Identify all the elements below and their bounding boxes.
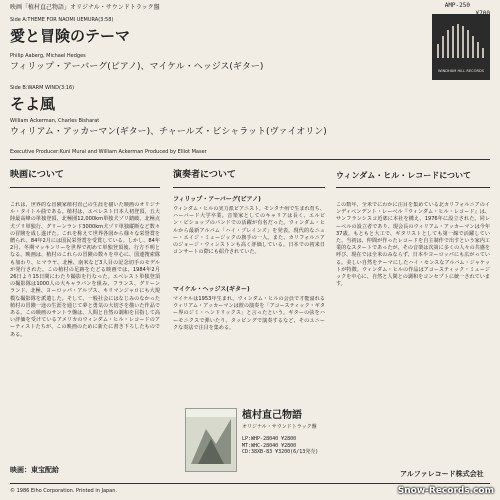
side-a-credits-ja: フィリップ・アーバーグ(ピアノ)、マイケル・ヘッジス(ギター) (10, 62, 264, 72)
column-film (10, 170, 160, 474)
side-b-credits-ja: ウィリアム・アッカーマン(ギター)、チャールズ・ビシャラット(ヴァイオリン) (10, 127, 327, 137)
jacket-title: 植村直己物語 (242, 410, 302, 421)
heading-rule (173, 187, 325, 188)
side-b-label: Side B:WARM WIND(3:16) (10, 85, 75, 91)
jacket-subtitle: オリジナル・サウンドトラック盤 (242, 424, 317, 430)
soundtrack-jacket-image (185, 408, 237, 472)
column-performers (173, 170, 325, 362)
column-heading-performers: 演奏者について (173, 170, 236, 180)
jacket-format-mt: MT:WHC-28040 ¥2800 (242, 442, 297, 449)
copyright: © 1986 Eiho Corporation. Printed in Japan. (10, 488, 118, 494)
producer-credits: Executive Producer:Kuni Murai and William Ackerman Produced by Elliot Maser (10, 149, 207, 155)
performer-aaberg-heading: フィリップ・アーバーグ(ピアノ) (173, 196, 261, 203)
side-a-credits-en: Philip Aaberg, Michael Hedges (10, 53, 86, 59)
performer-hedges-bio: マイケルは1953年生まれ。ウィンダム・ヒルの会員で才能溢れるウィリアム・アッカーマンは彼の演奏を「アコースティック・ギター界のジミ・ヘンドリックス」と言ったという。ギターの弦をハーモニクスで弾いたり、タッピングで演奏するなど、そのユニークな奏法で注目を集める。 (173, 296, 325, 331)
heading-rule (10, 187, 160, 188)
header-line: 映画「植村直己物語」オリジナル・サウンドトラック盤 (10, 4, 160, 11)
heading-rule (336, 187, 490, 188)
jacket-format-lp: LP:WHP-28040 ¥2800 (242, 436, 297, 443)
company-name: アルファレコード株式会社 (400, 470, 484, 478)
windham-hill-tree-icon (432, 14, 490, 64)
side-b-title: そよ風 (10, 95, 56, 113)
performer-aaberg-bio: ウィンダム・ヒルの実力派ピアニスト。モンタナ州で生まれ育ち、ハーバード大学卒業。音楽家としてのキャリアは長く、エルビン・ビショップのバンドでの活躍が有名だった。ウィンダム・ヒルから最新アルバム「ハイ・プレインズ」を発表。現代的なニュー・エイジ・ミュージックの旗手の一人。また、カリフォルニアのジョージ・ウィンストンも高く評価している。日本での初来日コンサートの際にも紹介されていた。 (173, 206, 325, 256)
column-windham-hill (336, 170, 490, 472)
side-a-title: 愛と冒険のテーマ (10, 27, 131, 45)
performer-hedges-heading: マイケル・ヘッジス(ギター) (173, 286, 250, 293)
watermark: Snow-Records.com (397, 486, 494, 496)
column-heading-film: 映画について (10, 170, 64, 180)
film-description: これは、世界的な冒険家植村直己の生涯を描いた映画のオリジナル・タイトル曲である。植村は、エベレスト日本人初登頂、五大陸最高峰の単独登頂、北極圏12,000km単独犬ゾリ踏破、北極点犬ゾリ単独行、グリーンランド3000km犬ゾリ単独縦断など数々の冒険を成し遂げた。これを称えて世界各国から様々な栄誉賞を贈られ、84年2月には国民栄誉賞を受賞している。しかし、84年2月、冬期マッキンリーを世界で初めて単独登頂後、行方不明となる。映画は、植村のこれらの冒険の数々を中心に、国連捜索隊も加わり、ヒマラヤ、北極、南米など3人目の記念切手のモデルが発行された。この植村の足跡をたどる映画では、1984年2月26日より15日間にわたり撮影を行なった。エベレスト単独登頂の撮影隊は1000人の大キャラバンを組み、フランス、グリーンランド、北極、ヨーロッパ・アルプス、キリマンジャロにも大規模な撮影隊を派遣した。そして、一般社会にはなじみのなかった植村の冒険一途の生涯を通じて夢と勇気の大切さを描いた作品である。この映画のサントラ盤は、人間と自然の調和を目指して高い評価を受けているアメリカのウィンダム・ヒル・レコードのアーティストたちが、この映画のために新たに書き下ろしたものである。 (10, 202, 160, 338)
jacket-format-cd: CD:38XB-83 ¥3200(6/13発売) (242, 449, 319, 456)
windham-hill-description: この数年、全米でにわかに注目を集めている北カリフォルニアのインディペンデント・レーベル『ウィンダム・ヒル・レコード』は、サンフランシスコ近郊に本社を構え、1976年に設立された。同レーベルの設立者であり、現会長のウィリアム・アッカーマンは今年37歳。もともと大工で、ギタリストとしても第一線で活躍していた。当初は、仲間が作ったレコードを自主制作で出すという家内工業的なスタートであったが、その音楽は次第に多くの人々の共感を呼び、現在では全米のみならず、日本やヨーロッパにも広がっている。美しい自然をテーマにしたハイ・センスなアルバム・ジャケットが特徴。ウィンダム・ヒルの作品はアコースティック・ミュージックを中心に、自然と人間との調和をコンセプトに統一されています。 (336, 202, 490, 288)
logo-caption: WINDHAM HILL RECORDS (437, 69, 485, 73)
windham-hill-logo (432, 14, 490, 80)
jacket-info (242, 410, 332, 456)
film-distributor: 映画：東宝配給 (10, 466, 59, 474)
catalog-number: AMP-250 (444, 2, 470, 9)
side-b-credits-en: William Ackerman, Charles Bisharat (10, 118, 100, 124)
divider-bottom (10, 483, 490, 484)
side-a-label: Side A:THEME FOR NAOMI UEMURA(3:58) (10, 17, 114, 23)
divider-top (10, 159, 490, 160)
column-heading-windham-hill: ウィンダム・ヒル・レコードについて (336, 171, 472, 180)
